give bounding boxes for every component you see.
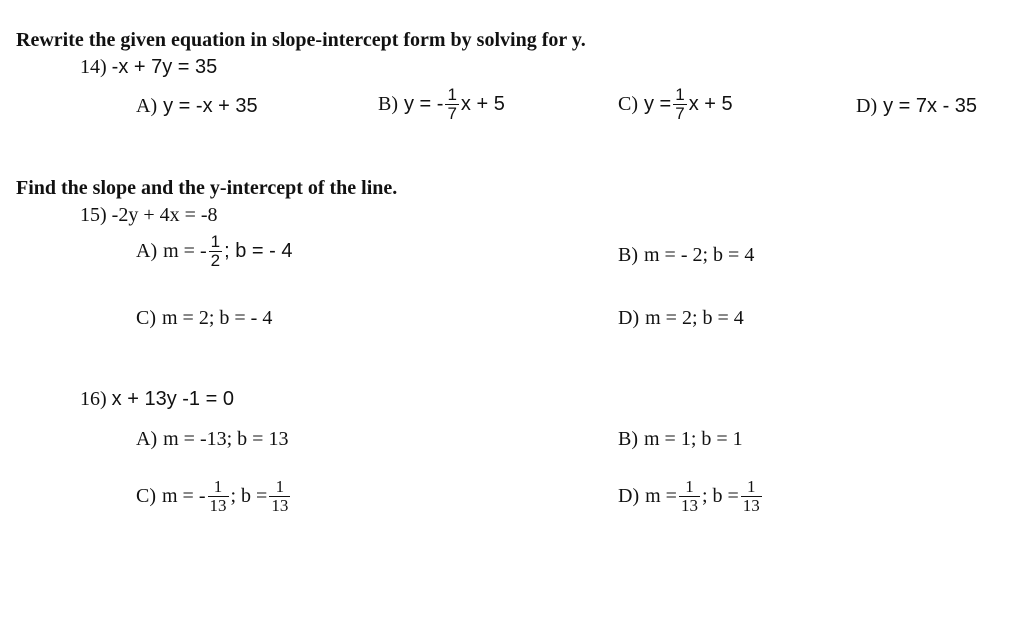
option-text: m = 2; b = 4 (645, 307, 744, 329)
q15-option-d[interactable] (618, 308, 744, 328)
question-16 (80, 389, 234, 409)
option-letter: D) (618, 485, 640, 508)
option-text: y = -x + 35 (163, 95, 258, 117)
option-post: ; b = - 4 (224, 240, 293, 263)
q16-option-d[interactable] (618, 478, 764, 515)
q14-option-b[interactable] (378, 86, 505, 123)
option-letter: B) (618, 428, 638, 450)
question-15 (80, 205, 218, 225)
q16-option-a[interactable] (136, 429, 288, 449)
option-mid: ; b = (230, 485, 268, 508)
question-number: 15) (80, 204, 107, 226)
option-text: m = 1; b = 1 (644, 428, 743, 450)
q14-option-a[interactable] (136, 96, 258, 116)
q15-option-c[interactable] (136, 308, 272, 328)
fraction: $\frac{1}{7}$ (447, 85, 457, 123)
fraction: $\frac{1}{13}$ (271, 477, 289, 515)
fraction: $\frac{1}{2}$ (210, 232, 221, 270)
fraction: $\frac{1}{7}$ (675, 85, 685, 123)
q14-option-c[interactable] (618, 86, 733, 123)
question-equation: x + 13y -1 = 0 (111, 388, 234, 410)
option-text: y = 7x - 35 (883, 95, 978, 117)
q15-option-a[interactable] (136, 233, 292, 270)
fraction: $\frac{1}{13}$ (680, 477, 698, 515)
option-mid: ; b = (701, 485, 739, 508)
option-pre: m = (645, 485, 677, 508)
instruction-slope-intercept-form: Rewrite the given equation in slope-intercept form by solving for y. (16, 29, 586, 51)
option-pre: m = - (162, 485, 206, 508)
q15-option-b[interactable] (618, 245, 754, 265)
option-pre: m = - (163, 240, 207, 263)
option-text: m = 2; b = - 4 (162, 307, 273, 329)
fraction: $\frac{1}{13}$ (742, 477, 760, 515)
option-letter: D) (856, 95, 878, 117)
option-letter: D) (618, 307, 640, 329)
option-pre: y = - (404, 93, 444, 116)
question-number: 14) (80, 56, 107, 78)
q16-option-b[interactable] (618, 429, 743, 449)
question-number: 16) (80, 388, 107, 410)
option-letter: C) (618, 93, 638, 116)
option-letter: C) (136, 307, 156, 329)
option-pre: y = (644, 93, 672, 116)
option-letter: A) (136, 95, 158, 117)
option-post: x + 5 (688, 93, 733, 116)
fraction: $\frac{1}{13}$ (209, 477, 227, 515)
question-equation: -x + 7y = 35 (111, 56, 218, 78)
option-text: m = - 2; b = 4 (644, 244, 755, 266)
option-letter: A) (136, 240, 158, 263)
question-14 (80, 57, 217, 77)
option-letter: B) (618, 244, 638, 266)
q16-option-c[interactable] (136, 478, 292, 515)
q14-option-d[interactable] (856, 96, 977, 116)
question-equation: -2y + 4x = -8 (111, 204, 218, 226)
instruction-find-slope-intercept: Find the slope and the y-intercept of the line. (16, 177, 398, 199)
option-post: x + 5 (460, 93, 505, 116)
option-text: m = -13; b = 13 (163, 428, 289, 450)
option-letter: B) (378, 93, 398, 116)
option-letter: A) (136, 428, 158, 450)
option-letter: C) (136, 485, 156, 508)
